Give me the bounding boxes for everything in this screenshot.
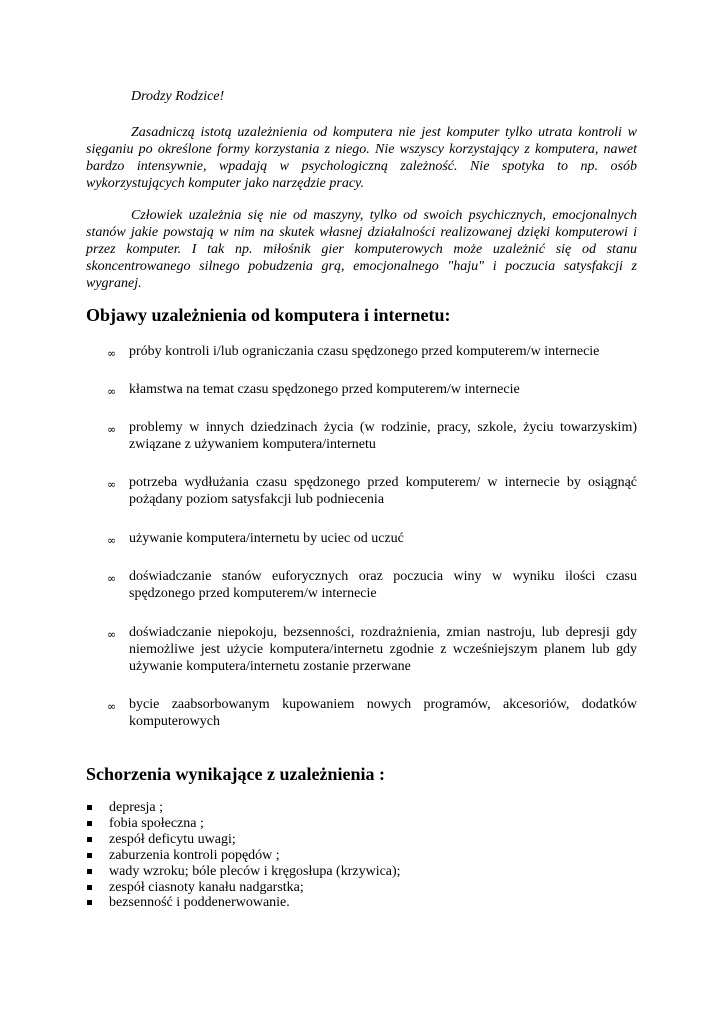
symptom-item: ∞ problemy w innych dziedzinach życia (w rodzinie, pracy, szkole, życiu towarzyskim) związane z używaniem komputera/internetu bbox=[107, 420, 637, 452]
square-bullet-icon bbox=[87, 900, 92, 905]
salutation: Drodzy Rodzice! bbox=[131, 89, 225, 104]
symptom-item: ∞ potrzeba wydłużania czasu spędzonego przed komputerem/ w internecie by osiągnąć pożądany poziom satysfakcji lub podniecenia bbox=[107, 475, 637, 507]
infinity-bullet-icon: ∞ bbox=[107, 628, 117, 641]
symptom-item: ∞ używanie komputera/internetu by uciec od uczuć bbox=[107, 531, 404, 547]
disorders-heading: Schorzenia wynikające z uzależnienia : bbox=[86, 764, 385, 784]
symptoms-heading: Objawy uzależnienia od komputera i internetu: bbox=[86, 305, 451, 325]
intro-paragraph-1: Zasadniczą istotą uzależnienia od komputera nie jest komputer tylko utrata kontroli w sięganiu po określone formy korzystania z niego. Nie wszyscy korzystający z komputera, nawet bardzo intensywnie, wpadają w psychologiczną zależność. Nie spotyka to np. osób wykorzystujących komputer jako narzędzie pracy. bbox=[86, 125, 637, 191]
symptom-item: ∞ kłamstwa na temat czasu spędzonego przed komputerem/w internecie bbox=[107, 382, 520, 398]
infinity-bullet-icon: ∞ bbox=[107, 423, 117, 436]
infinity-bullet-icon: ∞ bbox=[107, 478, 117, 491]
square-bullet-icon bbox=[87, 885, 92, 890]
square-bullet-icon bbox=[87, 853, 92, 858]
infinity-bullet-icon: ∞ bbox=[107, 700, 117, 713]
disorder-item: fobia społeczna ; bbox=[86, 816, 637, 832]
disorder-item: wady wzroku; bóle pleców i kręgosłupa (krzywica); bbox=[86, 864, 637, 880]
infinity-bullet-icon: ∞ bbox=[107, 572, 117, 585]
infinity-bullet-icon: ∞ bbox=[107, 385, 117, 398]
symptom-item: ∞ próby kontroli i/lub ograniczania czasu spędzonego przed komputerem/w internecie bbox=[107, 344, 600, 360]
square-bullet-icon bbox=[87, 821, 92, 826]
infinity-bullet-icon: ∞ bbox=[107, 347, 117, 360]
disorder-item: bezsenność i poddenerwowanie. bbox=[86, 895, 637, 911]
symptom-item: ∞ doświadczanie niepokoju, bezsenności, rozdrażnienia, zmian nastroju, lub depresji gdy niemożliwe jest użycie komputera/internetu zgodnie z wcześniejszym planem lub gdy używanie komputera/internetu zostanie przerwane bbox=[107, 625, 637, 674]
disorder-item: depresja ; bbox=[86, 800, 637, 816]
square-bullet-icon bbox=[87, 837, 92, 842]
infinity-bullet-icon: ∞ bbox=[107, 534, 117, 547]
square-bullet-icon bbox=[87, 869, 92, 874]
symptom-item: ∞ bycie zaabsorbowanym kupowaniem nowych programów, akcesoriów, dodatków komputerowych bbox=[107, 697, 637, 729]
intro-paragraph-2: Człowiek uzależnia się nie od maszyny, tylko od swoich psychicznych, emocjonalnych stanów jakie powstają w nim na skutek własnej działalności realizowanej dzięki komputerowi i przez komputer. I tak np. miłośnik gier komputerowych może uzależnić się od stanu skoncentrowanego silnego pobudzenia grą, emocjonalnego "haju" i poczucia satysfakcji z wygranej. bbox=[86, 208, 637, 291]
square-bullet-icon bbox=[87, 805, 92, 810]
disorder-item: zespół ciasnoty kanału nadgarstka; bbox=[86, 880, 637, 896]
disorders-list bbox=[86, 800, 637, 911]
disorder-item: zaburzenia kontroli popędów ; bbox=[86, 848, 637, 864]
disorder-item: zespół deficytu uwagi; bbox=[86, 832, 637, 848]
symptom-item: ∞ doświadczanie stanów euforycznych oraz poczucia winy w wyniku ilości czasu spędzonego przed komputerem/w internecie bbox=[107, 569, 637, 601]
